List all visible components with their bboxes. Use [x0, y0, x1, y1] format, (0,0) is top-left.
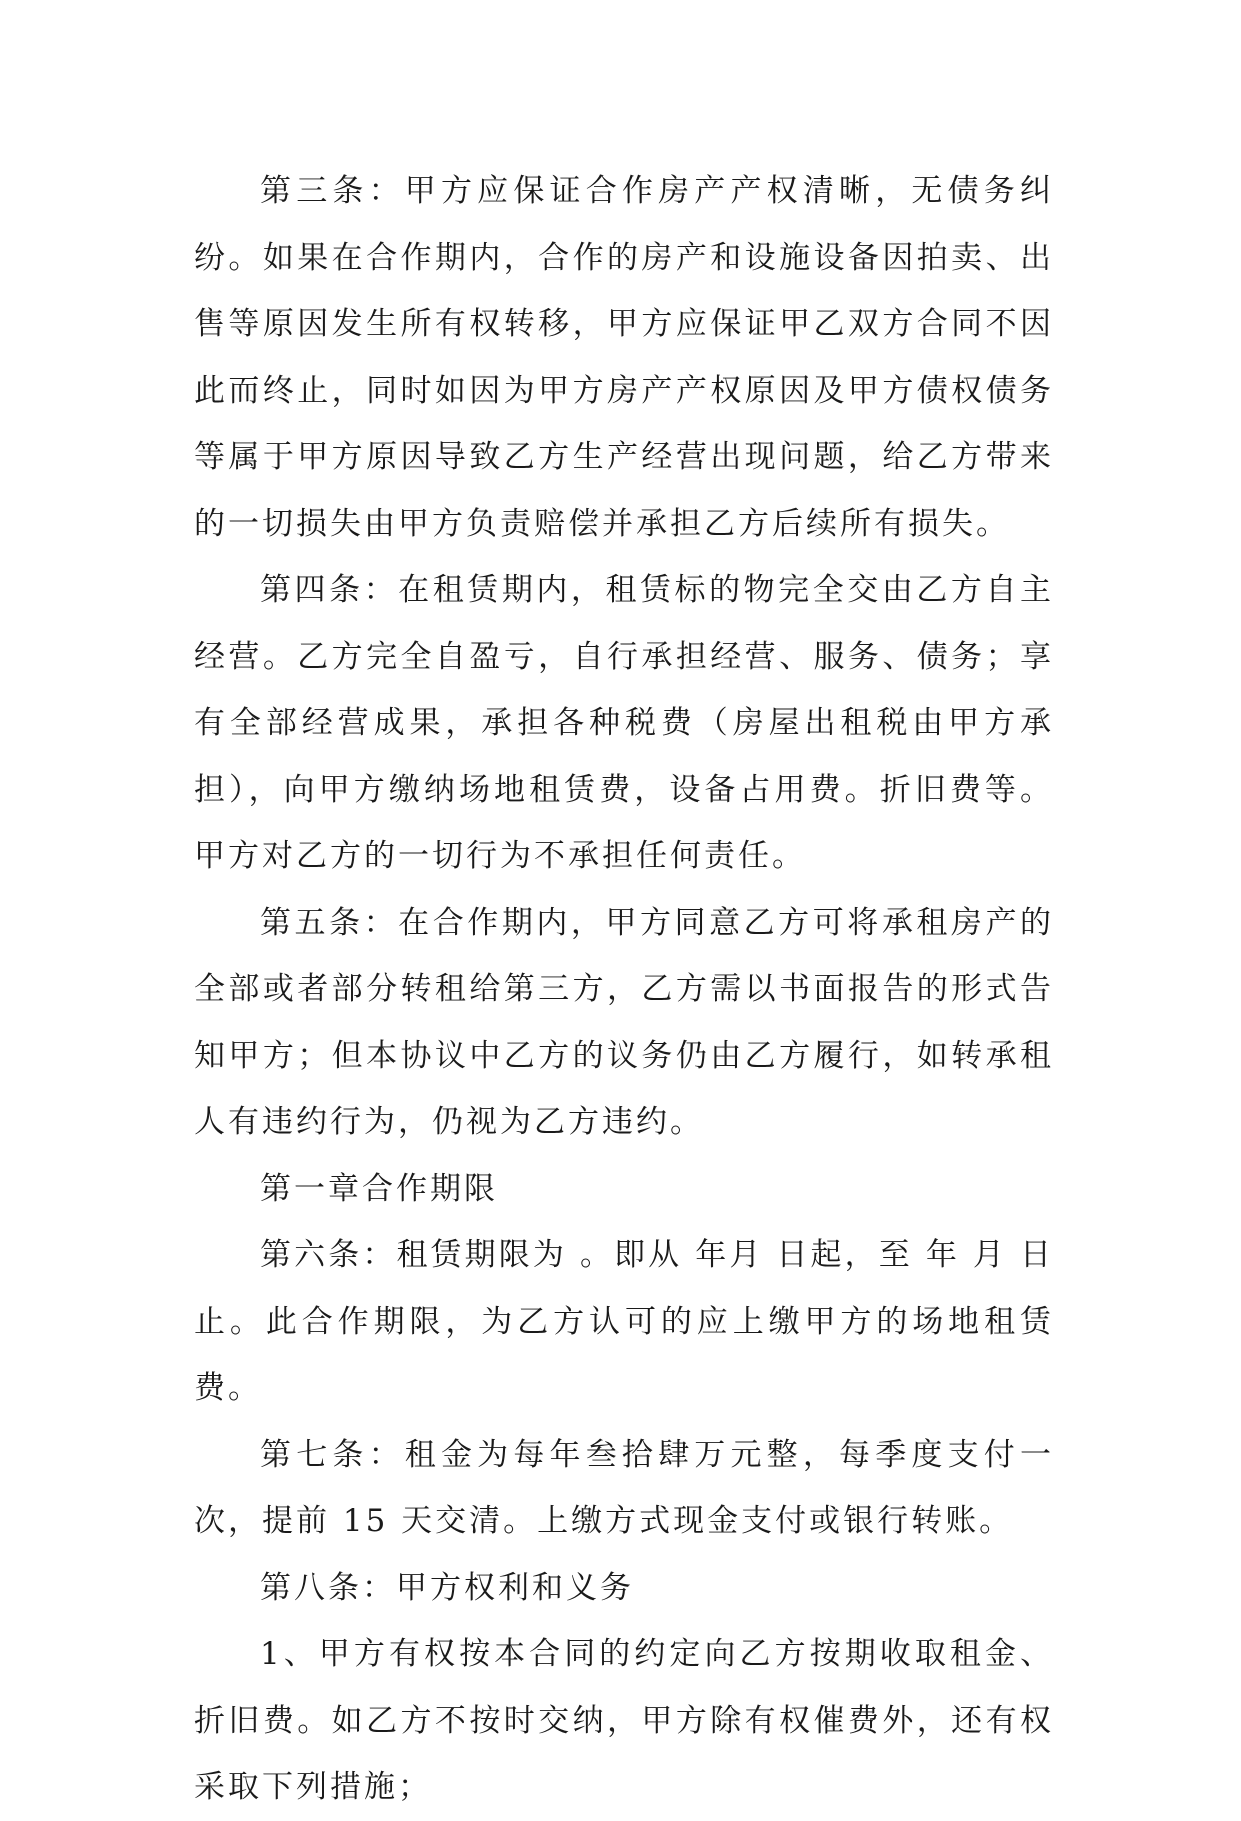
clause-6: 第六条：租赁期限为 。即从 年月 日起，至 年 月 日止。此合作期限，为乙方认可的应上缴甲方的场地租赁费。: [194, 1237, 1054, 1406]
clause-8-heading: 第八条：甲方权利和义务: [260, 1569, 634, 1606]
chapter-heading: 第一章合作期限: [260, 1170, 498, 1207]
clause-5: 第五条：在合作期内，甲方同意乙方可将承租房产的全部或者部分转租给第三方，乙方需以书面报告的形式告知甲方；但本协议中乙方的议务仍由乙方履行，如转承租人有违约行为，仍视为乙方违约。: [194, 904, 1054, 1140]
document-body: [194, 158, 1054, 1821]
clause-3: 第三条：甲方应保证合作房产产权清晰，无债务纠纷。如果在合作期内，合作的房产和设施设备因拍卖、出售等原因发生所有权转移，甲方应保证甲乙双方合同不因此而终止，同时如因为甲方房产产权原因及甲方债权债务等属于甲方原因导致乙方生产经营出现问题，给乙方带来的一切损失由甲方负责赔偿并承担乙方后续所有损失。: [194, 173, 1054, 542]
clause-7: 第七条：租金为每年叁拾肆万元整，每季度支付一次，提前 15 天交清。上缴方式现金支付或银行转账。: [194, 1436, 1054, 1539]
clause-4: 第四条：在租赁期内，租赁标的物完全交由乙方自主经营。乙方完全自盈亏，自行承担经营、服务、债务；享有全部经营成果，承担各种税费（房屋出租税由甲方承担），向甲方缴纳场地租赁费，设备占用费。折旧费等。甲方对乙方的一切行为不承担任何责任。: [194, 572, 1054, 874]
clause-8-item-1: 1、甲方有权按本合同的约定向乙方按期收取租金、折旧费。如乙方不按时交纳，甲方除有权催费外，还有权采取下列措施；: [194, 1636, 1054, 1805]
